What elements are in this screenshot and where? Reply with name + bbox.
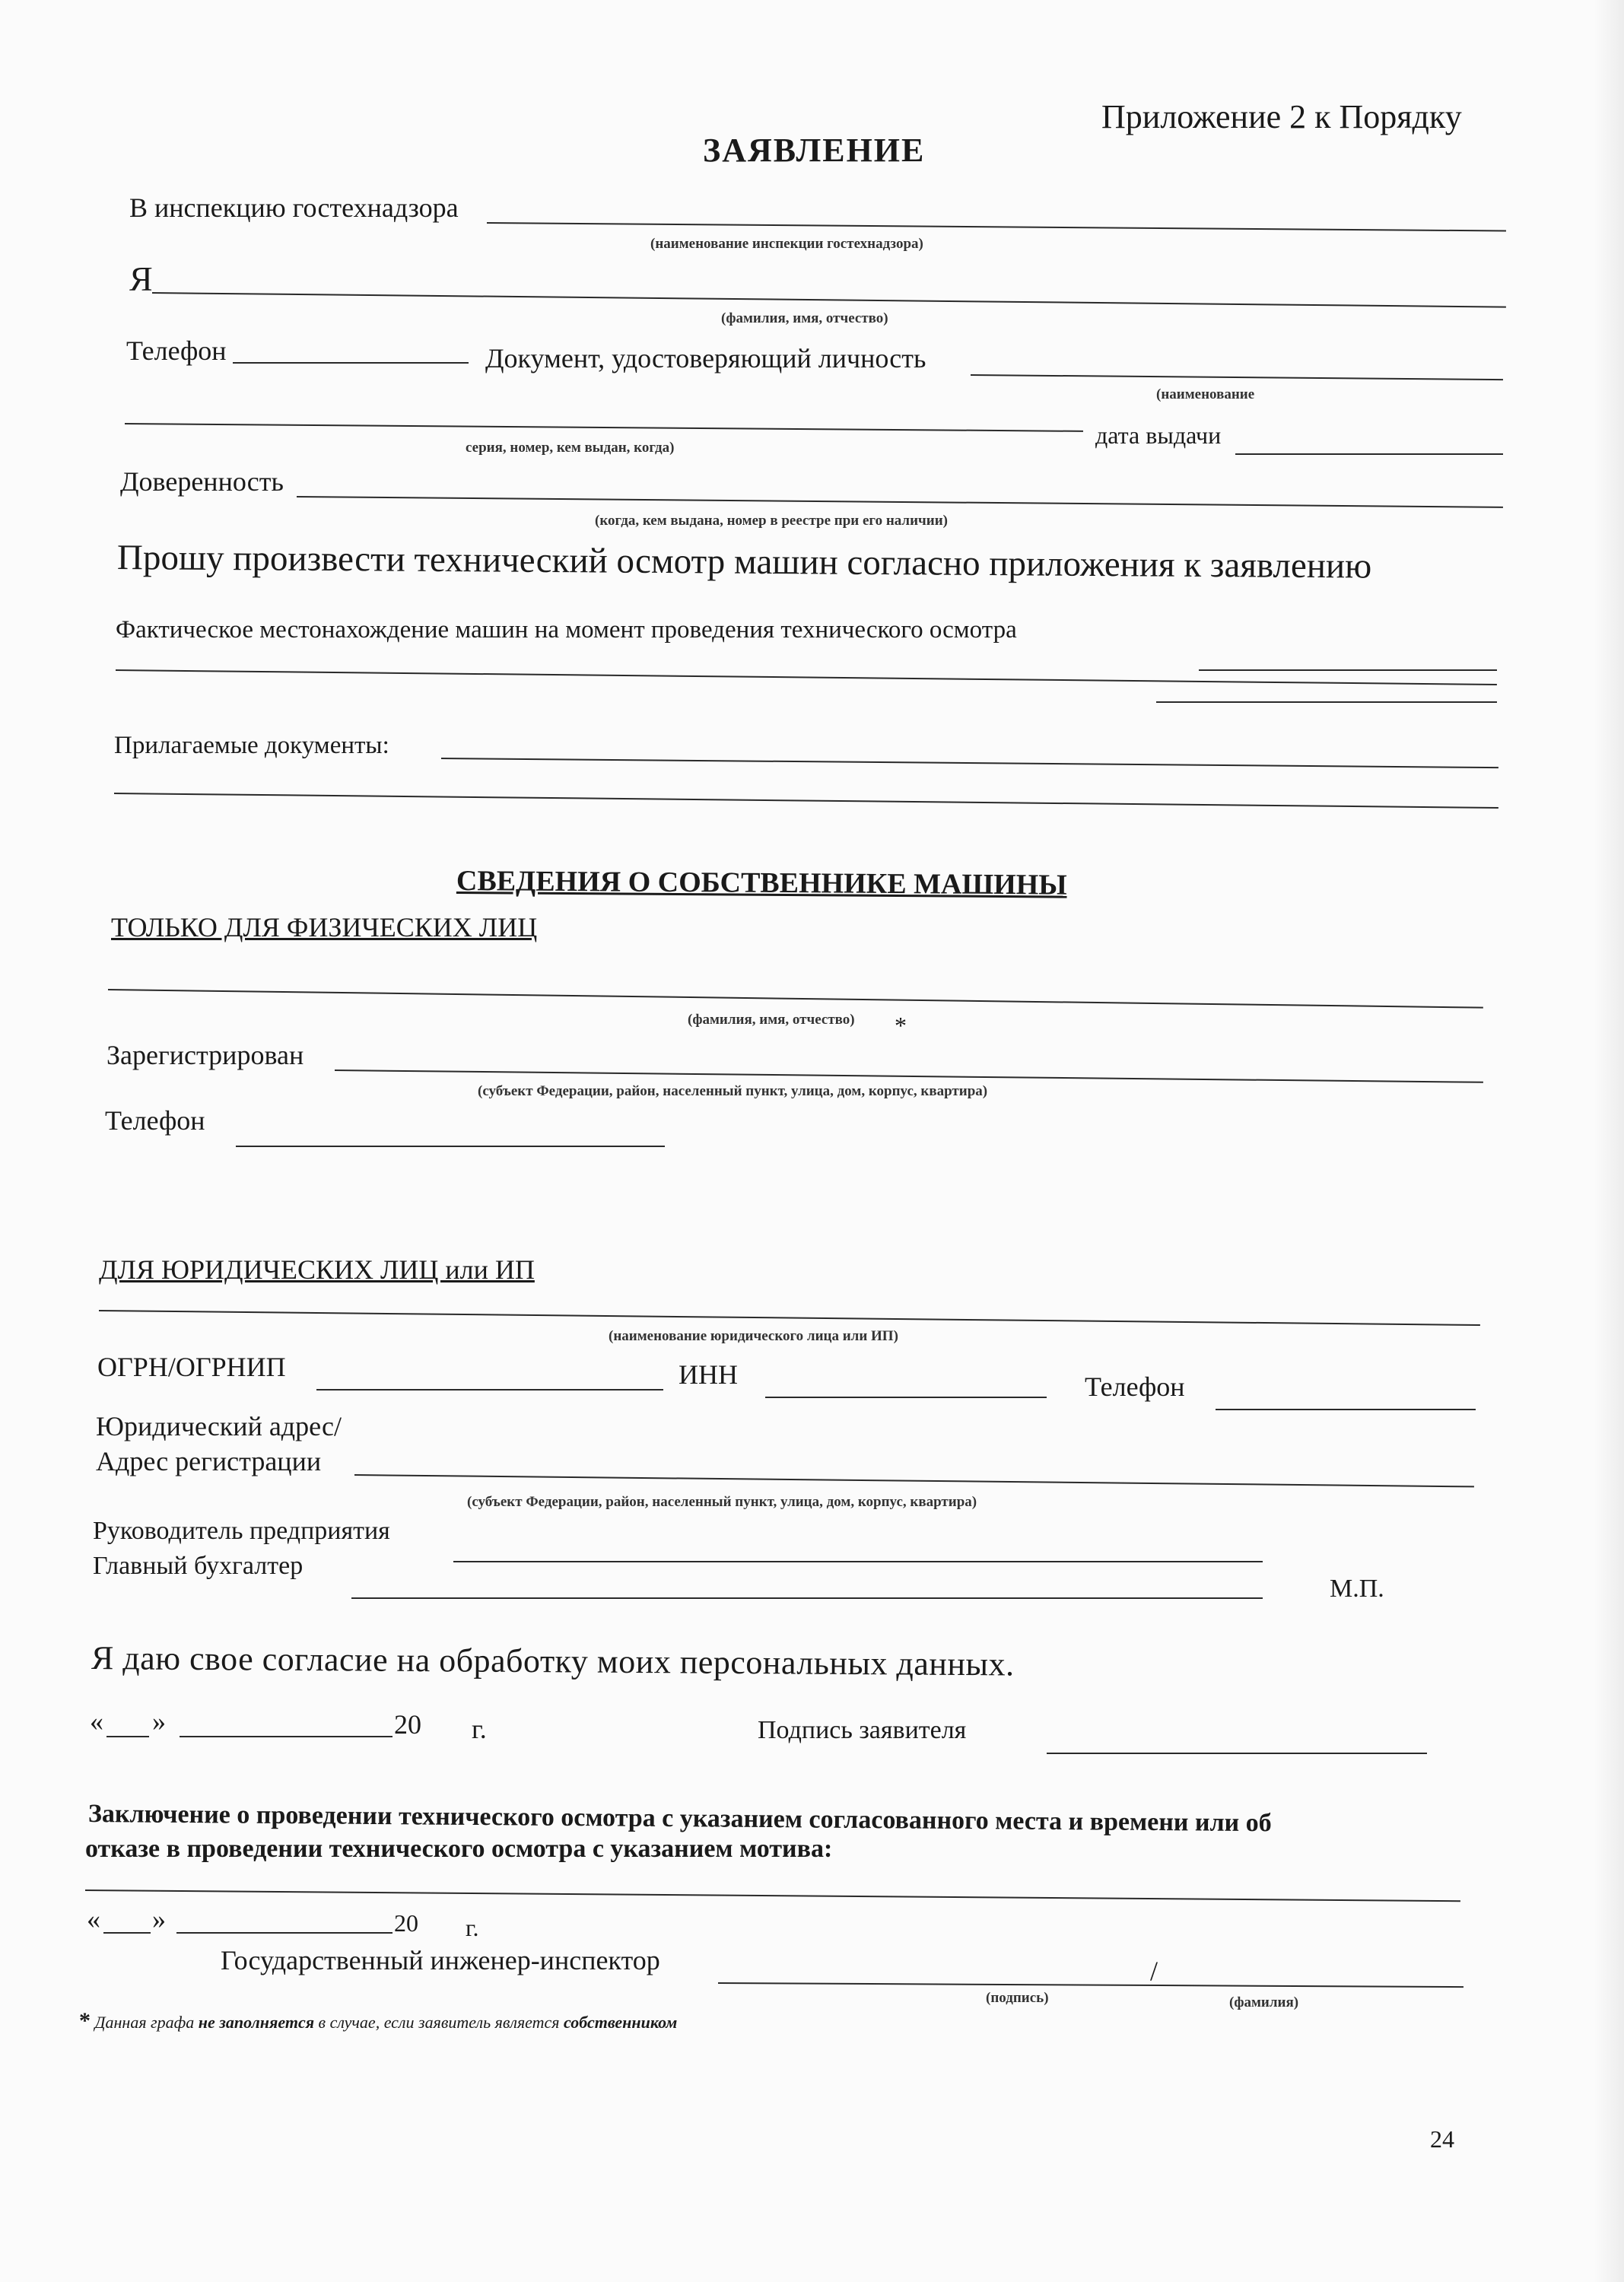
consent-text: Я даю свое согласие на обработку моих персональных данных. [91, 1639, 1015, 1683]
proxy-field[interactable] [297, 496, 1503, 508]
consent-year-suffix: г. [472, 1714, 487, 1744]
attachments-field-2[interactable] [114, 793, 1498, 809]
head-field[interactable] [453, 1561, 1263, 1562]
legal-phone-label: Телефон [1085, 1371, 1185, 1402]
page-title: ЗАЯВЛЕНИЕ [703, 132, 926, 169]
legal-address-label-1: Юридический адрес/ [96, 1411, 342, 1441]
registered-label: Зарегистрирован [106, 1040, 304, 1070]
applicant-signature-field[interactable] [1047, 1753, 1427, 1754]
consent-year-prefix: 20 [394, 1709, 421, 1740]
owner-name-field[interactable] [108, 989, 1483, 1009]
registered-address-caption: (субъект Федерации, район, населенный пункт, улица, дом, корпус, квартира) [478, 1083, 988, 1099]
id-caption-2: серия, номер, кем выдан, когда) [466, 440, 675, 456]
footnote-text-3: в случае, если заявитель является [318, 2013, 560, 2032]
owner-phone-field[interactable] [236, 1146, 665, 1147]
location-label: Фактическое местонахождение машин на момент проведения технического осмотра [116, 616, 1017, 644]
scan-shadow [1594, 0, 1624, 2282]
id-document-field[interactable] [971, 374, 1503, 380]
legal-entities-title: ДЛЯ ЮРИДИЧЕСКИХ ЛИЦ или ИП [99, 1254, 535, 1285]
inn-label: ИНН [679, 1359, 738, 1390]
proxy-caption: (когда, кем выдана, номер в реестре при его наличии) [595, 513, 948, 529]
signature-caption: (подпись) [986, 1990, 1049, 2006]
conclusion-text-line1: Заключение о проведении технического осмотра с указанием согласованного места и времени или об [87, 1800, 1272, 1838]
applicant-signature-label: Подпись заявителя [758, 1716, 967, 1744]
conclusion-text-line2: отказе в проведении технического осмотра с указанием мотива: [85, 1835, 833, 1863]
inspection-caption: (наименование инспекции гостехнадзора) [650, 236, 923, 252]
legal-name-field[interactable] [99, 1310, 1480, 1326]
inspector-signature-field[interactable] [718, 1982, 1464, 1988]
footnote-text-2: не заполняется [198, 2013, 315, 2032]
conclusion-date-open: « [87, 1904, 100, 1934]
registered-address-field[interactable] [335, 1069, 1483, 1083]
proxy-label: Доверенность [120, 466, 284, 497]
issue-date-label: дата выдачи [1095, 421, 1222, 449]
conclusion-field[interactable] [85, 1889, 1460, 1902]
ogrn-field[interactable] [316, 1389, 663, 1390]
location-field-1[interactable] [1199, 669, 1497, 671]
individuals-title: ТОЛЬКО ДЛЯ ФИЗИЧЕСКИХ ЛИЦ [111, 912, 538, 942]
inspection-label: В инспекцию гостехнадзора [129, 192, 459, 223]
conclusion-year-suffix: г. [466, 1914, 479, 1941]
attachments-field-1[interactable] [441, 758, 1498, 768]
accountant-field[interactable] [351, 1597, 1263, 1599]
name-caption: (фамилия, имя, отчество) [721, 310, 888, 326]
legal-address-caption: (субъект Федерации, район, населенный пункт, улица, дом, корпус, квартира) [467, 1494, 977, 1510]
consent-date-close: » [152, 1706, 166, 1737]
phone-field[interactable] [233, 362, 469, 364]
accountant-label: Главный бухгалтер [93, 1552, 304, 1580]
owner-name-caption: (фамилия, имя, отчество) [688, 1012, 855, 1028]
consent-date-open: « [90, 1706, 103, 1737]
conclusion-date-close: » [152, 1904, 166, 1934]
location-field-2[interactable] [116, 669, 1497, 685]
legal-address-field[interactable] [354, 1474, 1474, 1487]
conclusion-month-field[interactable] [176, 1932, 392, 1934]
conclusion-year-prefix: 20 [394, 1909, 418, 1937]
footnote-text-1: Данная графа [94, 2013, 195, 2032]
surname-caption: (фамилия) [1229, 1994, 1299, 2010]
request-text: Прошу произвести технический осмотр машин согласно приложения к заявлению [116, 538, 1372, 586]
inn-field[interactable] [765, 1397, 1047, 1398]
ogrn-label: ОГРН/ОГРНИП [97, 1352, 286, 1382]
location-field-3[interactable] [1156, 701, 1497, 703]
issue-date-field[interactable] [1235, 453, 1503, 455]
owner-name-asterisk: * [895, 1012, 907, 1039]
page-number: 24 [1430, 2125, 1454, 2153]
inspection-field[interactable] [487, 222, 1506, 232]
legal-address-label-2: Адрес регистрации [96, 1446, 322, 1476]
footnote [79, 2008, 677, 2034]
inspector-slash: / [1150, 1956, 1158, 1986]
head-label: Руководитель предприятия [93, 1517, 390, 1545]
i-label: Я [129, 259, 153, 298]
attachments-label: Прилагаемые документы: [114, 732, 389, 759]
conclusion-day-field[interactable] [103, 1932, 151, 1934]
id-document-label: Документ, удостоверяющий личность [485, 343, 926, 373]
owner-phone-label: Телефон [105, 1105, 205, 1136]
id-series-field[interactable] [125, 423, 1083, 432]
owner-section-title: СВЕДЕНИЯ О СОБСТВЕННИКЕ МАШИНЫ [456, 865, 1067, 901]
legal-phone-field[interactable] [1216, 1409, 1476, 1410]
footnote-text-4: собственником [564, 2013, 678, 2032]
consent-day-field[interactable] [106, 1736, 149, 1737]
id-caption-1: (наименование [1156, 386, 1255, 402]
inspector-label: Государственный инженер-инспектор [221, 1945, 660, 1975]
legal-name-caption: (наименование юридического лица или ИП) [609, 1328, 898, 1344]
seal-label: М.П. [1330, 1575, 1384, 1603]
applicant-name-field[interactable] [152, 292, 1506, 308]
consent-month-field[interactable] [180, 1736, 392, 1737]
appendix-label: Приложение 2 к Порядку [1101, 98, 1462, 135]
footnote-mark: * [79, 2008, 91, 2033]
phone-label: Телефон [126, 335, 227, 366]
